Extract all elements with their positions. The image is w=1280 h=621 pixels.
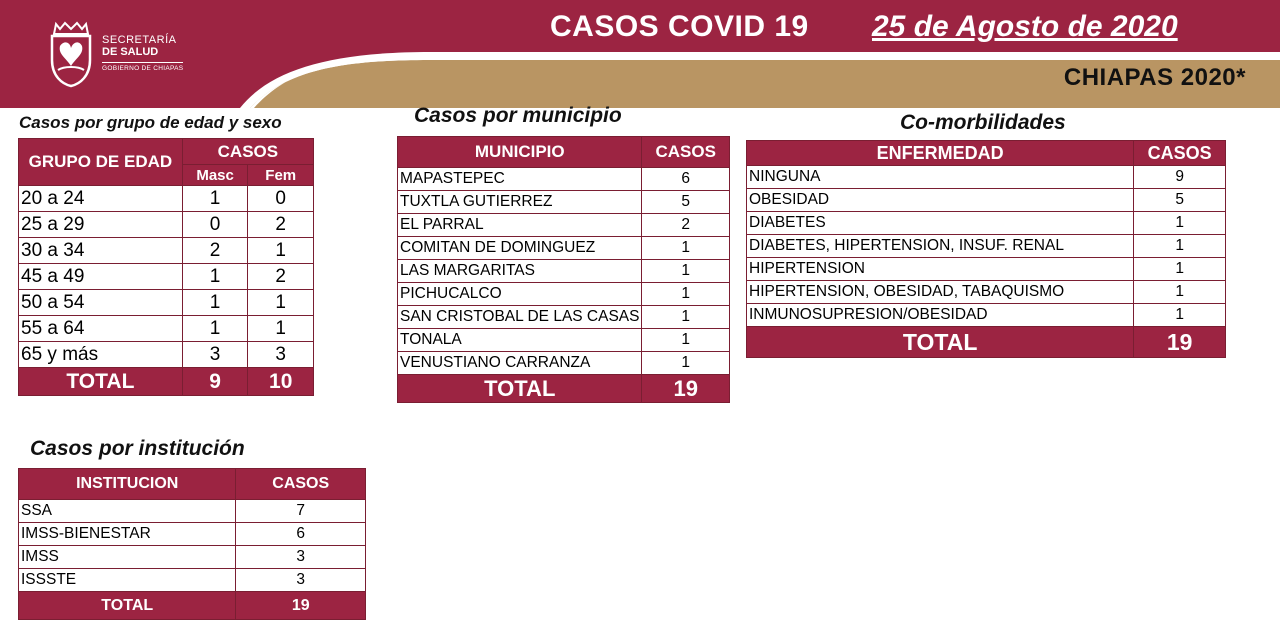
masc-cell: 3 (182, 342, 248, 368)
cases-cell: 1 (642, 306, 730, 329)
table-row (19, 290, 314, 316)
cases-cell: 6 (642, 168, 730, 191)
cases-cell: 2 (642, 214, 730, 237)
total-cases: 19 (236, 592, 366, 620)
table-row (19, 523, 366, 546)
comorbilidades-table-title: Co-morbilidades (900, 111, 1066, 134)
institucion-cell: ISSSTE (19, 569, 236, 592)
col-header-municipio: MUNICIPIO (398, 137, 642, 168)
cases-cell: 5 (1134, 189, 1226, 212)
fem-cell: 0 (248, 186, 314, 212)
masc-cell: 2 (182, 238, 248, 264)
municipio-cell: SAN CRISTOBAL DE LAS CASAS (398, 306, 642, 329)
table-row (19, 569, 366, 592)
institucion-cell: SSA (19, 500, 236, 523)
cases-cell: 1 (1134, 258, 1226, 281)
age-group-cell: 65 y más (19, 342, 183, 368)
table-row (747, 281, 1226, 304)
table-row (747, 235, 1226, 258)
municipio-cell: PICHUCALCO (398, 283, 642, 306)
table-row (398, 214, 730, 237)
municipio-cell: TONALA (398, 329, 642, 352)
col-header-fem: Fem (248, 165, 314, 186)
cases-cell: 5 (642, 191, 730, 214)
table-row (398, 168, 730, 191)
col-header-cases: CASOS (642, 137, 730, 168)
cases-cell: 9 (1134, 166, 1226, 189)
table-row (747, 304, 1226, 327)
org-line3: GOBIERNO DE CHIAPAS (102, 62, 183, 72)
fem-cell: 1 (248, 316, 314, 342)
total-label: TOTAL (19, 368, 183, 396)
table-row (19, 212, 314, 238)
cases-cell: 7 (236, 500, 366, 523)
age-group-cell: 25 a 29 (19, 212, 183, 238)
table-row (747, 258, 1226, 281)
table-row (19, 546, 366, 569)
municipio-table-title: Casos por municipio (414, 104, 622, 127)
table-row (19, 264, 314, 290)
age-group-cell: 30 a 34 (19, 238, 183, 264)
total-masc: 9 (182, 368, 248, 396)
enfermedad-cell: HIPERTENSION (747, 258, 1134, 281)
municipio-cell: COMITAN DE DOMINGUEZ (398, 237, 642, 260)
col-header-cases: CASOS (1134, 141, 1226, 166)
total-label: TOTAL (398, 375, 642, 403)
table-row (398, 306, 730, 329)
col-header-masc: Masc (182, 165, 248, 186)
enfermedad-cell: INMUNOSUPRESION/OBESIDAD (747, 304, 1134, 327)
comorbilidades-table (746, 140, 1226, 358)
total-label: TOTAL (747, 327, 1134, 358)
fem-cell: 1 (248, 238, 314, 264)
total-row (747, 327, 1226, 358)
col-header-age-group: GRUPO DE EDAD (19, 139, 183, 186)
cases-cell: 1 (642, 260, 730, 283)
cases-cell: 3 (236, 546, 366, 569)
table-row (19, 342, 314, 368)
enfermedad-cell: OBESIDAD (747, 189, 1134, 212)
cases-cell: 1 (642, 283, 730, 306)
enfermedad-cell: HIPERTENSION, OBESIDAD, TABAQUISMO (747, 281, 1134, 304)
total-label: TOTAL (19, 592, 236, 620)
col-header-institucion: INSTITUCION (19, 469, 236, 500)
institucion-cell: IMSS-BIENESTAR (19, 523, 236, 546)
masc-cell: 1 (182, 186, 248, 212)
age-group-cell: 45 a 49 (19, 264, 183, 290)
col-header-cases: CASOS (236, 469, 366, 500)
age-group-cell: 55 a 64 (19, 316, 183, 342)
org-line1: SECRETARÍA (102, 34, 177, 46)
cases-cell: 1 (1134, 212, 1226, 235)
age-sex-table (18, 138, 314, 396)
table-row (747, 212, 1226, 235)
municipio-cell: MAPASTEPEC (398, 168, 642, 191)
cases-cell: 6 (236, 523, 366, 546)
institucion-table-title: Casos por institución (30, 437, 245, 460)
total-row (398, 375, 730, 403)
table-row (19, 238, 314, 264)
table-row (398, 191, 730, 214)
total-row (19, 368, 314, 396)
enfermedad-cell: DIABETES (747, 212, 1134, 235)
cases-cell: 1 (1134, 281, 1226, 304)
table-row (747, 189, 1226, 212)
age-group-cell: 20 a 24 (19, 186, 183, 212)
enfermedad-cell: NINGUNA (747, 166, 1134, 189)
table-row (398, 352, 730, 375)
table-row (19, 500, 366, 523)
logo (46, 20, 206, 90)
table-row (398, 283, 730, 306)
institucion-table (18, 468, 366, 620)
table-row (398, 260, 730, 283)
age-table-title: Casos por grupo de edad y sexo (19, 113, 282, 132)
municipio-cell: EL PARRAL (398, 214, 642, 237)
municipio-cell: TUXTLA GUTIERREZ (398, 191, 642, 214)
fem-cell: 2 (248, 264, 314, 290)
age-group-cell: 50 a 54 (19, 290, 183, 316)
masc-cell: 1 (182, 264, 248, 290)
enfermedad-cell: DIABETES, HIPERTENSION, INSUF. RENAL (747, 235, 1134, 258)
masc-cell: 1 (182, 290, 248, 316)
fem-cell: 3 (248, 342, 314, 368)
col-header-enfermedad: ENFERMEDAD (747, 141, 1134, 166)
cases-cell: 1 (642, 352, 730, 375)
cases-cell: 1 (642, 329, 730, 352)
table-row (19, 186, 314, 212)
total-cases: 19 (1134, 327, 1226, 358)
cases-cell: 1 (642, 237, 730, 260)
fem-cell: 2 (248, 212, 314, 238)
col-header-cases: CASOS (182, 139, 313, 165)
table-row (398, 329, 730, 352)
municipio-cell: LAS MARGARITAS (398, 260, 642, 283)
table-row (398, 237, 730, 260)
org-name (102, 34, 183, 72)
municipio-cell: VENUSTIANO CARRANZA (398, 352, 642, 375)
table-row (19, 316, 314, 342)
table-row (747, 166, 1226, 189)
masc-cell: 0 (182, 212, 248, 238)
government-seal-icon (46, 20, 96, 90)
total-fem: 10 (248, 368, 314, 396)
total-cases: 19 (642, 375, 730, 403)
institucion-cell: IMSS (19, 546, 236, 569)
page-title: CASOS COVID 19 (550, 10, 809, 43)
page-date: 25 de Agosto de 2020 (872, 10, 1178, 43)
org-line2: DE SALUD (102, 46, 159, 58)
cases-cell: 3 (236, 569, 366, 592)
masc-cell: 1 (182, 316, 248, 342)
page-subtitle: CHIAPAS 2020* (1063, 64, 1246, 91)
fem-cell: 1 (248, 290, 314, 316)
total-row (19, 592, 366, 620)
cases-cell: 1 (1134, 304, 1226, 327)
municipio-table (397, 136, 730, 403)
cases-cell: 1 (1134, 235, 1226, 258)
